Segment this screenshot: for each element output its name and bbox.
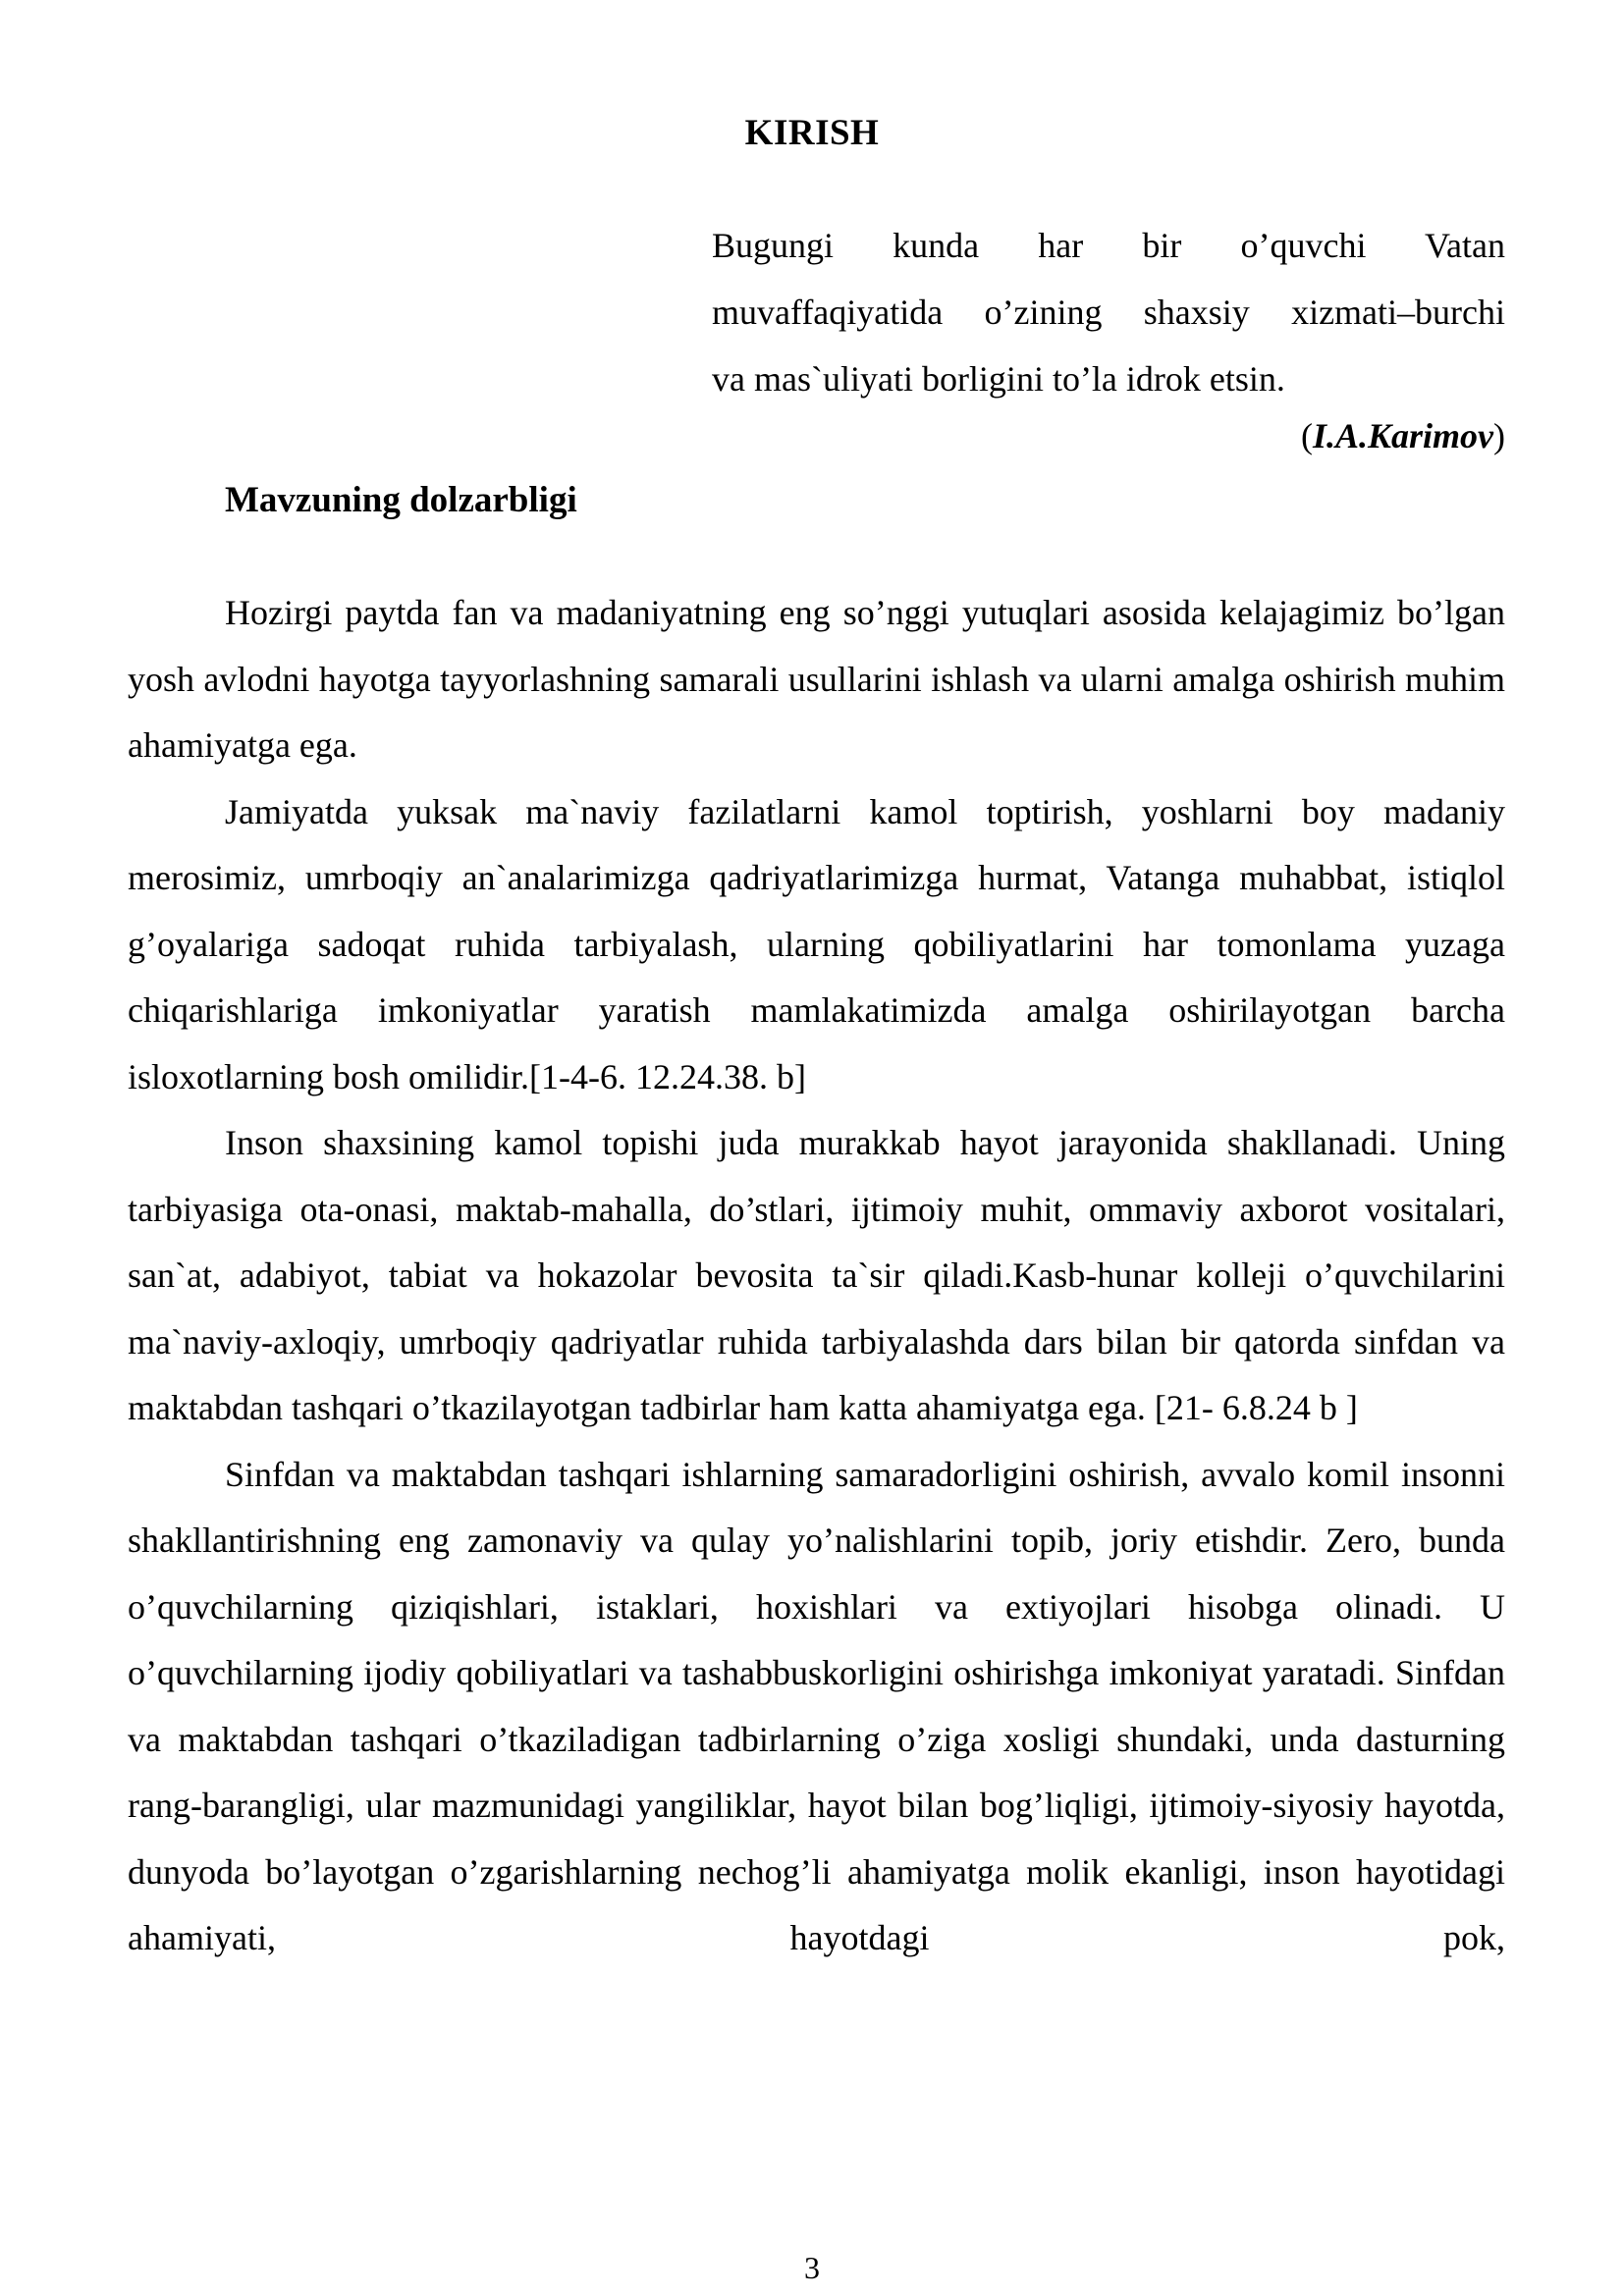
epigraph-line: Bugungi kunda har bir o’quvchi Vatan xyxy=(712,226,1505,265)
author-open-paren: ( xyxy=(1300,416,1313,455)
epigraph-line: va mas`uliyati borligini to’la idrok etsin. xyxy=(712,359,1285,399)
page-title: KIRISH xyxy=(744,113,880,153)
page-number: 3 xyxy=(804,2250,820,2285)
author-close-paren: ) xyxy=(1493,416,1505,455)
epigraph xyxy=(712,212,1505,412)
paragraph: Inson shaxsining kamol topishi juda murakkab hayot jarayonida shakllanadi. Uning tarbiyasiga ota-onasi, maktab-mahalla, do’stlari, ijtimoiy muhit, ommaviy axborot vositalari, san`at, adabiyot, tabiat va hokazolar bevosita ta`sir qiladi.Kasb-hunar kolleji o’quvchilarini ma`naviy-axloqiy, umrboqiy qadriyatlar ruhida tarbiyalashda dars bilan bir qatorda sinfdan va maktabdan tashqari o’tkazilayotgan tadbirlar ham katta ahamiyatga ega. [21- 6.8.24 b ] xyxy=(128,1123,1505,1427)
body-text xyxy=(128,580,1505,1972)
section-heading: Mavzuning dolzarbligi xyxy=(225,480,577,520)
paragraph: Jamiyatda yuksak ma`naviy fazilatlarni kamol toptirish, yoshlarni boy madaniy merosimiz, umrboqiy an`analarimizga qadriyatlarimizga hurmat, Vatanga muhabbat, istiqlol g’oyalariga sadoqat ruhida tarbiyalash, ularning qobiliyatlarini har tomonlama yuzaga chiqarishlariga imkoniyatlar yaratish mamlakatimizda amalga oshirilayotgan barcha isloxotlarning bosh omilidir.[1-4-6. 12.24.38. b] xyxy=(128,791,1505,1096)
author-name: I.A.Karimov xyxy=(1312,416,1493,455)
paragraph: Sinfdan va maktabdan tashqari ishlarning samaradorligini oshirish, avvalo komil insonni shakllantirishning eng zamonaviy va qulay yo’nalishlarini topib, joriy etishdir. Zero, bunda o’quvchilarning qiziqishlari, istaklari, hoxishlari va extiyojlari hisobga olinadi. U o’quvchilarning ijodiy qobiliyatlari va tashabbuskorligini oshirishga imkoniyat yaratadi. Sinfdan va maktabdan tashqari o’tkaziladigan tadbirlarning o’ziga xosligi shundaki, unda dasturning rang-barangligi, ular mazmunidagi yangiliklar, hayot bilan bog’liqligi, ijtimoiy-siyosiy hayotda, dunyoda bo’layotgan o’zgarishlarning nechog’li ahamiyatga molik ekanligi, inson hayotidagi ahamiyati, hayotdagi pok, xyxy=(128,1454,1505,1957)
epigraph-line: muvaffaqiyatida o’zining shaxsiy xizmati–burchi xyxy=(712,293,1505,332)
epigraph-author xyxy=(712,412,1505,459)
paragraph: Hozirgi paytda fan va madaniyatning eng so’nggi yutuqlari asosida kelajagimiz bo’lgan yosh avlodni hayotga tayyorlashning samarali usullarini ishlash va ularni amalga oshirish muhim ahamiyatga ega. xyxy=(128,593,1505,765)
